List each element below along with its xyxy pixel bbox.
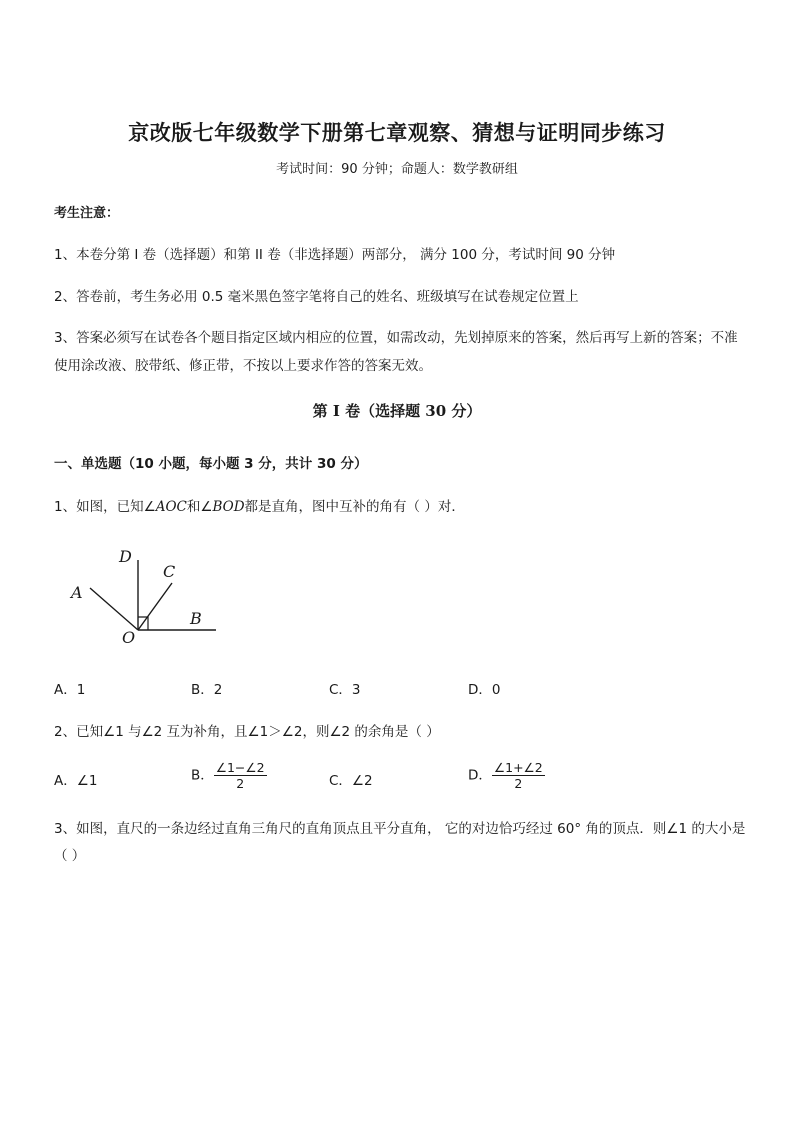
label-d: D bbox=[119, 547, 132, 566]
exam-title: 京改版七年级数学下册第七章观察、猜想与证明同步练习 bbox=[128, 120, 666, 145]
ray-oc bbox=[138, 583, 172, 630]
label-c: C bbox=[163, 562, 176, 581]
notice-item-2: 2、答卷前，考生务必用 0.5 毫米黑色签字笔将自己的姓名、班级填写在试卷规定位置上 bbox=[54, 289, 579, 305]
exam-subtitle: 考试时间：90 分钟；命题人：数学教研组 bbox=[276, 162, 518, 177]
q1-option-a[interactable]: A．1 bbox=[54, 682, 86, 698]
label-b: B bbox=[190, 609, 202, 628]
label-a: A bbox=[71, 583, 83, 602]
notice-heading: 考生注意： bbox=[54, 206, 120, 221]
ray-oa bbox=[90, 588, 138, 630]
q2-option-d-numerator: ∠1+∠2 bbox=[493, 760, 543, 775]
question-2-text: 2、已知∠1 与∠2 互为补角，且∠1＞∠2，则∠2 的余角是（ ） bbox=[54, 724, 440, 740]
q2-option-d-denominator: 2 bbox=[514, 776, 523, 791]
part-heading: 一、单选题（10 小题，每小题 3 分，共计 30 分） bbox=[54, 456, 368, 472]
q1-angle-aoc: AOC bbox=[155, 499, 187, 515]
q2-option-d-label: D． bbox=[468, 767, 492, 784]
q2-option-b-fraction bbox=[214, 760, 267, 791]
q1-option-d[interactable]: D．0 bbox=[468, 682, 501, 698]
q2-option-b-denominator: 2 bbox=[236, 776, 245, 791]
q2-option-d[interactable] bbox=[468, 760, 545, 791]
q2-option-d-fraction bbox=[492, 760, 545, 791]
q1-suffix: 都是直角，图中互补的角有（ ）对． bbox=[244, 499, 465, 515]
q1-angle-bod: BOD bbox=[212, 499, 245, 515]
q2-option-b-numerator: ∠1−∠2 bbox=[215, 760, 265, 775]
q2-option-c[interactable]: C．∠2 bbox=[329, 773, 373, 789]
question-3-text: 3、如图，直尺的一条边经过直角三角尺的直角顶点且平分直角， 它的对边恰巧经过 60° 角的顶点．则∠1 的大小是（ ） bbox=[54, 821, 746, 864]
question-1-text bbox=[54, 495, 465, 515]
q1-option-c[interactable]: C．3 bbox=[329, 682, 361, 698]
q2-option-b-label: B． bbox=[191, 767, 214, 784]
notice-item-1: 1、本卷分第 I 卷（选择题）和第 II 卷（非选择题）两部分， 满分 100 分，考试时间 90 分钟 bbox=[54, 247, 616, 263]
q1-mid: 和∠ bbox=[186, 499, 213, 515]
q2-option-b[interactable] bbox=[191, 760, 267, 791]
q1-figure bbox=[60, 540, 230, 650]
notice-item-3: 3、答案必须写在试卷各个题目指定区域内相应的位置，如需改动，先划掉原来的答案，然后再写上新的答案；不准使用涂改液、胶带纸、修正带，不按以上要求作答的答案无效。 bbox=[54, 330, 738, 374]
label-o: O bbox=[122, 628, 136, 647]
q2-option-a[interactable]: A．∠1 bbox=[54, 773, 98, 789]
q1-option-b[interactable]: B．2 bbox=[191, 682, 223, 698]
q1-prefix: 1、如图，已知∠ bbox=[54, 499, 156, 515]
section-title: 第 I 卷（选择题 30 分） bbox=[312, 402, 482, 420]
